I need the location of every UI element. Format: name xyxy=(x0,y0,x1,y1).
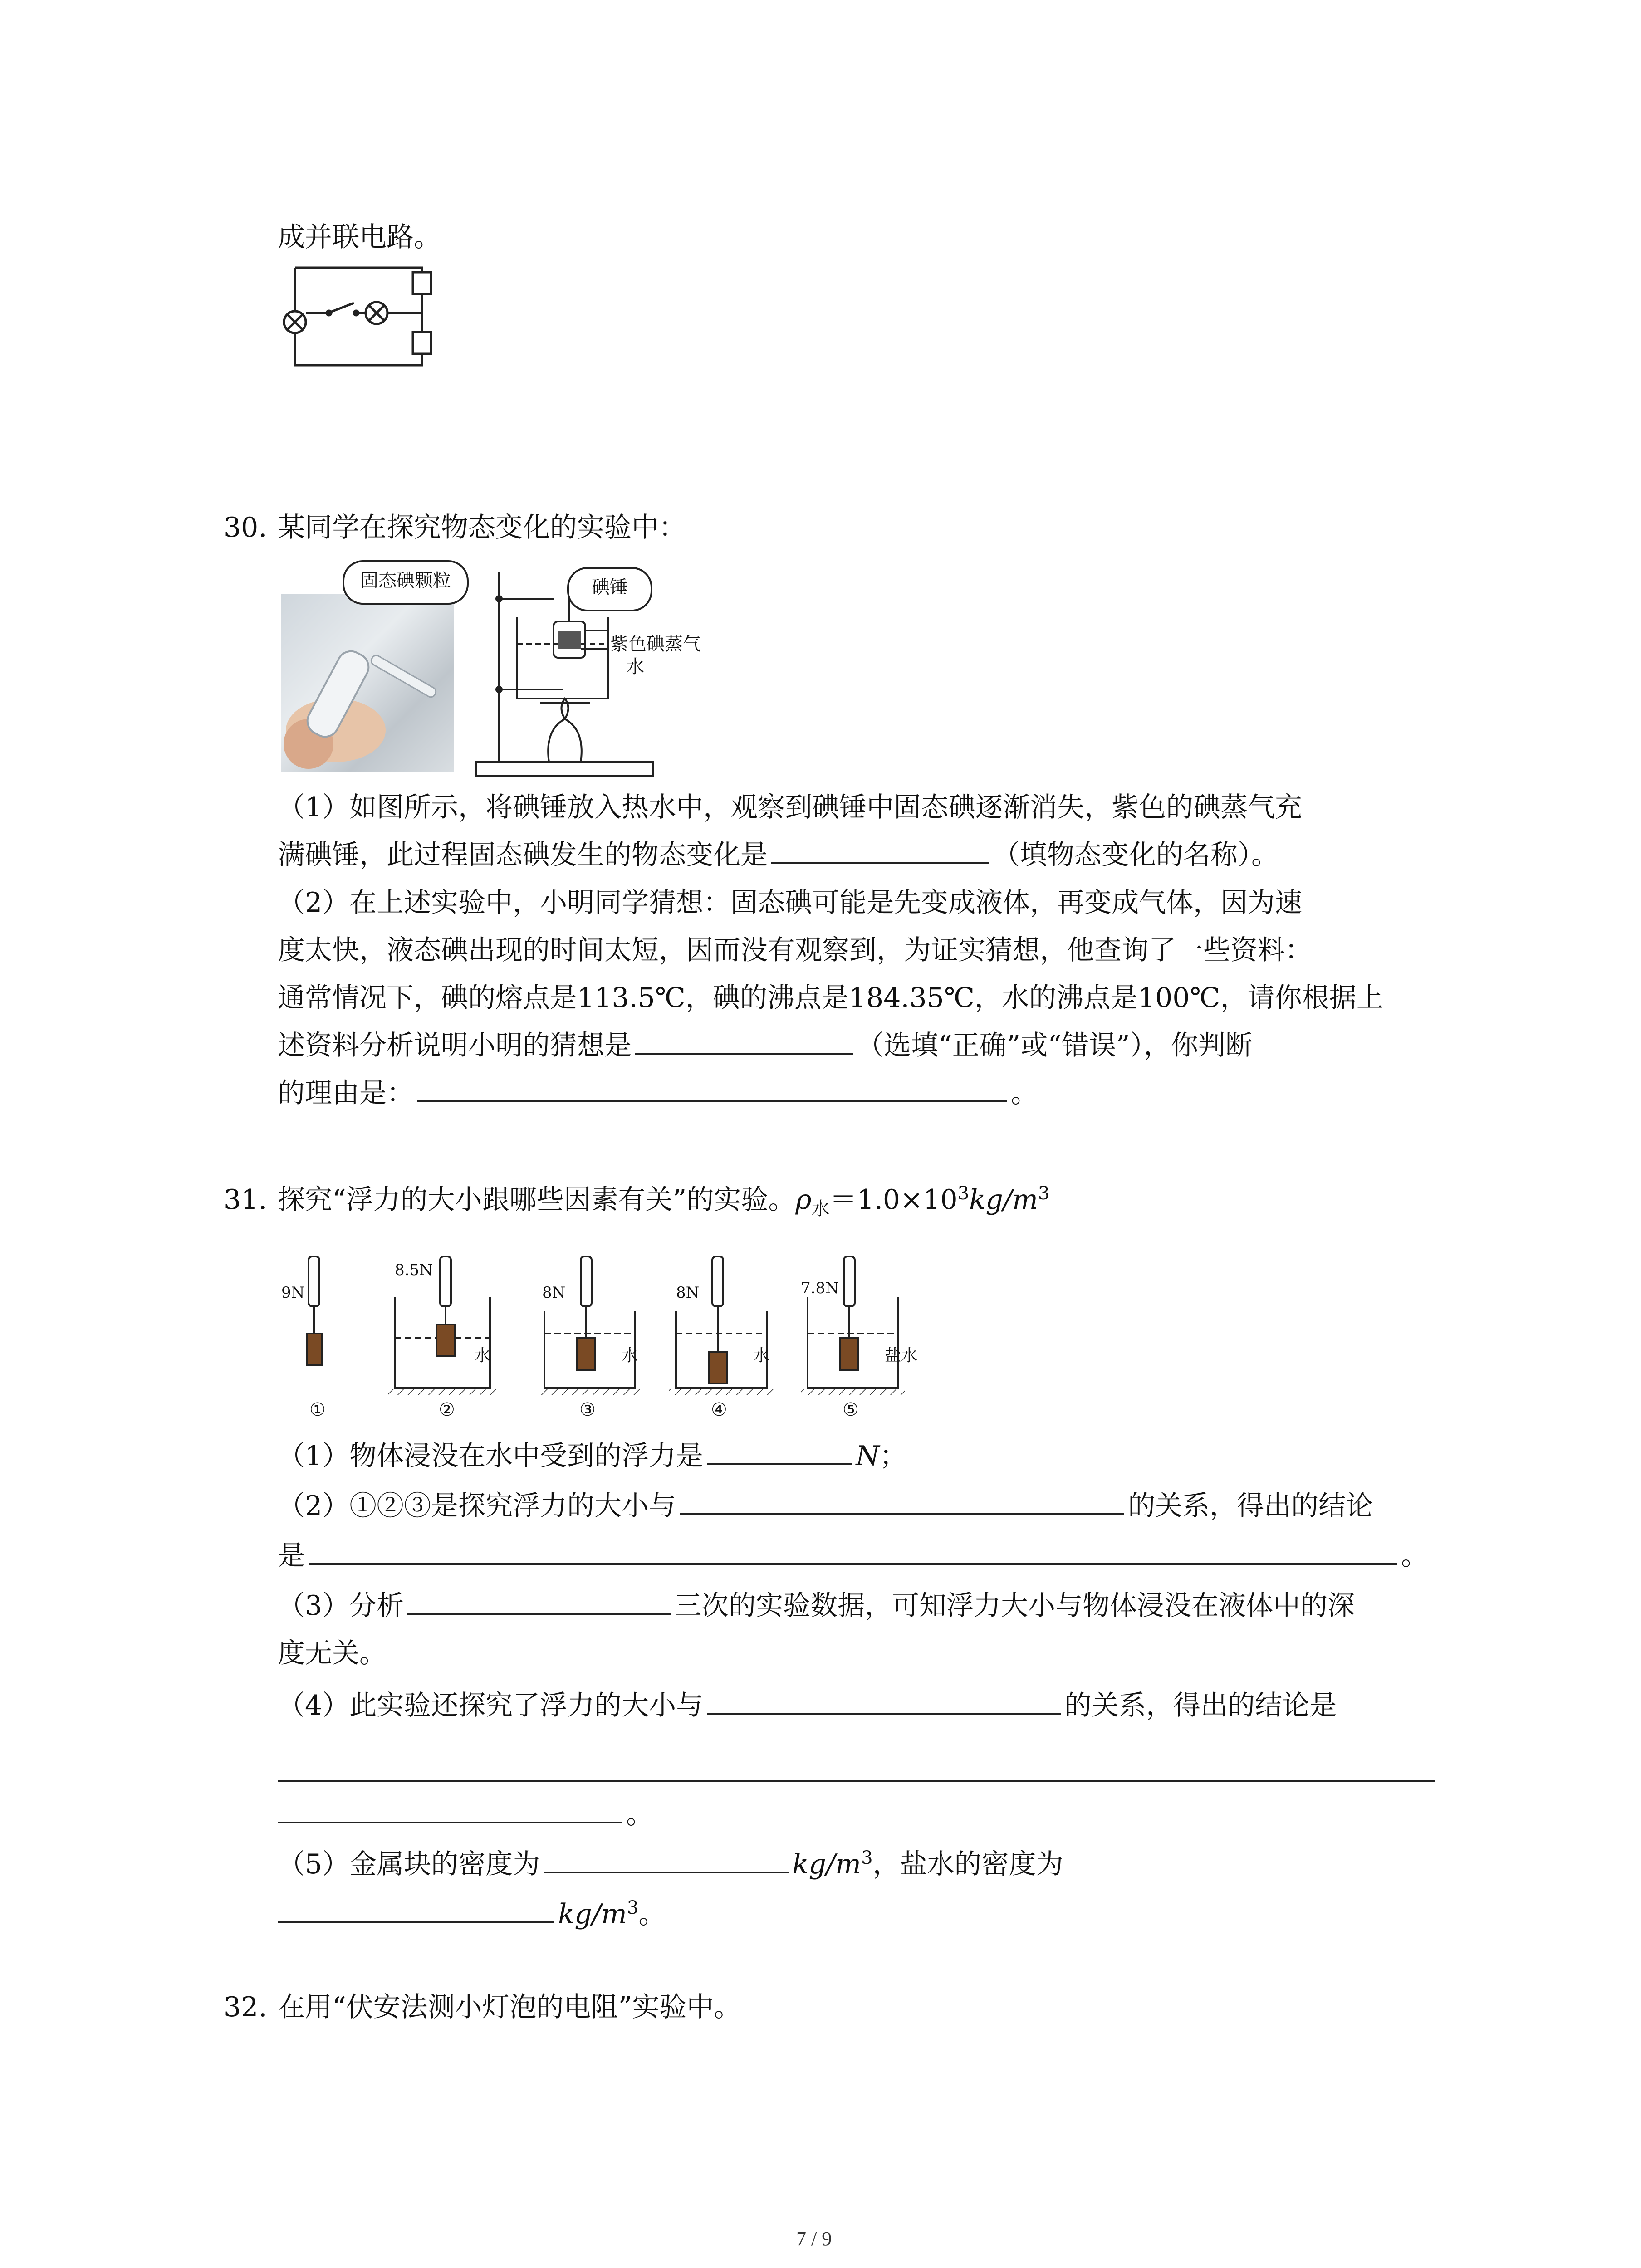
answer-blank-31-4[interactable] xyxy=(407,1586,671,1615)
answer-line-31-6[interactable] xyxy=(278,1780,1435,1782)
label-water-30: 水 xyxy=(626,656,644,677)
q29-tail: 成并联电路。 xyxy=(278,221,441,253)
q30-p1-line2: 满碘锤，此过程固态碘发生的物态变化是 （填物态变化的名称）。 xyxy=(278,835,1279,875)
answer-blank-31-9[interactable] xyxy=(278,1894,554,1923)
reading-3: 8N xyxy=(542,1284,566,1302)
reading-1: 9N xyxy=(281,1284,305,1302)
answer-blank-30-3[interactable] xyxy=(417,1073,1007,1102)
q31-p5-cont: $kg/m^3$。 xyxy=(278,1894,666,1935)
circuit-diagram xyxy=(272,263,454,372)
label-iodine-hammer: 碘锤 xyxy=(567,567,652,611)
q30-p2-line5: 的理由是： 。 xyxy=(278,1073,1038,1114)
label-4: ④ xyxy=(711,1399,727,1420)
answer-blank-31-2[interactable] xyxy=(680,1486,1124,1515)
label-1: ① xyxy=(309,1399,326,1420)
q31-title: 探究“浮力的大小跟哪些因素有关”的实验。$\rho_水=1.0\times 10^3kg/m^3$ xyxy=(278,1183,1050,1219)
q31-p5: （5）金属块的密度为 $kg/m^3$，盐水的密度为 xyxy=(278,1844,1063,1885)
q30-p2-line3: 通常情况下，碘的熔点是113.5℃，碘的沸点是184.35℃，水的沸点是100℃，请你根据上 xyxy=(278,982,1384,1014)
iodine-photo xyxy=(281,594,454,772)
label-solid-iodine: 固态碘颗粒 xyxy=(343,560,469,605)
label-2: ② xyxy=(439,1399,455,1420)
liquid-5: 盐水 xyxy=(885,1346,918,1365)
liquid-4: 水 xyxy=(753,1346,770,1365)
answer-blank-31-7[interactable] xyxy=(278,1794,622,1823)
liquid-3: 水 xyxy=(622,1346,638,1365)
q30-title: 某同学在探究物态变化的实验中： xyxy=(278,512,686,543)
q31-p2: （2）①②③是探究浮力的大小与 的关系，得出的结论 xyxy=(278,1486,1373,1526)
reading-2: 8.5N xyxy=(395,1261,433,1279)
answer-blank-31-8[interactable] xyxy=(544,1844,789,1873)
q30-p2-line4: 述资料分析说明小明的猜想是 （选填“正确”或“错误”），你判断 xyxy=(278,1025,1253,1066)
q30-p1-line1: （1）如图所示，将碘锤放入热水中，观察到碘锤中固态碘逐渐消失，紫色的碘蒸气充 xyxy=(278,792,1303,823)
q32-title: 在用“伏安法测小灯泡的电阻”实验中。 xyxy=(278,1991,741,2023)
reading-4: 8N xyxy=(676,1284,700,1302)
q31-p3: （3）分析 三次的实验数据，可知浮力大小与物体浸没在液体中的深 xyxy=(278,1585,1355,1626)
q30-p2-line1: （2）在上述实验中，小明同学猜想：固态碘可能是先变成液体，再变成气体，因为速 xyxy=(278,887,1303,919)
q31-p4: （4）此实验还探究了浮力的大小与 的关系，得出的结论是 xyxy=(278,1685,1337,1726)
label-5: ⑤ xyxy=(843,1399,859,1420)
q30-number: 30. xyxy=(224,512,267,543)
answer-blank-30-1[interactable] xyxy=(771,835,989,864)
answer-blank-31-3[interactable] xyxy=(309,1536,1397,1565)
label-purple-vapor: 紫色碘蒸气 xyxy=(610,634,701,655)
answer-blank-31-5[interactable] xyxy=(707,1686,1061,1715)
reading-5: 7.8N xyxy=(801,1279,839,1297)
buoyancy-figure xyxy=(272,1243,953,1424)
q32-number: 32. xyxy=(224,1991,267,2023)
answer-blank-31-1[interactable] xyxy=(707,1436,852,1465)
page-number: 7 / 9 xyxy=(796,2228,832,2250)
rho-symbol: ρ xyxy=(795,1184,812,1216)
q31-number: 31. xyxy=(224,1184,267,1216)
answer-blank-30-2[interactable] xyxy=(635,1026,853,1055)
liquid-2: 水 xyxy=(474,1346,491,1365)
q31-p3-cont: 度无关。 xyxy=(278,1637,387,1669)
q30-p2-line2: 度太快，液态碘出现的时间太短，因而没有观察到，为证实猜想，他查询了一些资料： xyxy=(278,934,1312,966)
q31-p2-cont: 是 。 xyxy=(278,1535,1428,1576)
q31-p1: （1）物体浸没在水中受到的浮力是 N； xyxy=(278,1436,907,1476)
label-3: ③ xyxy=(579,1399,596,1420)
q31-p4-cont: 。 xyxy=(278,1794,653,1835)
